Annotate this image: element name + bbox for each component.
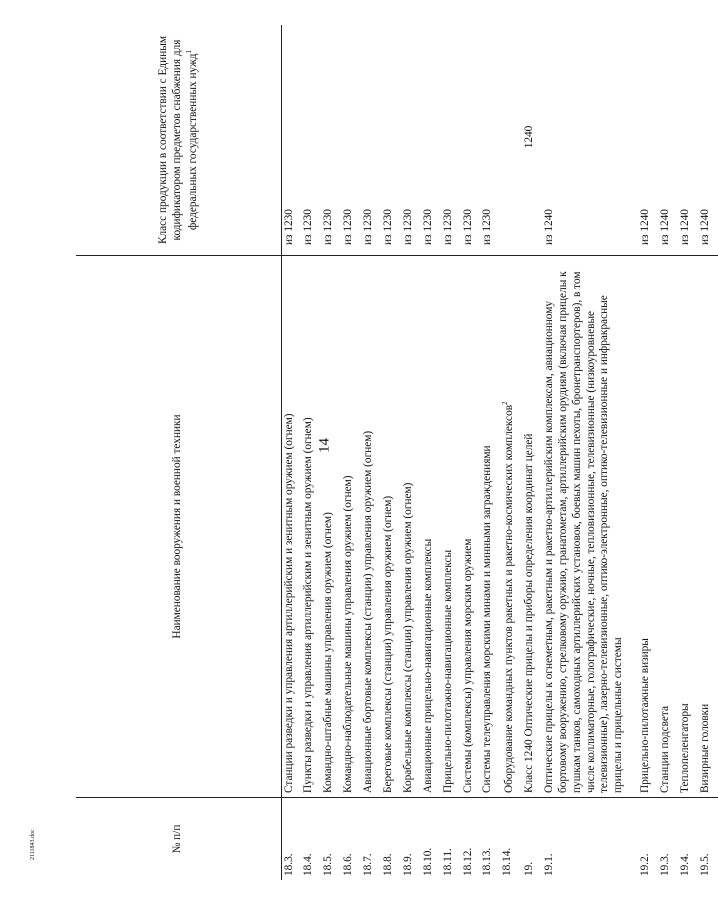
row-number: 18.5.: [321, 798, 341, 881]
rotated-table-area: [76, 25, 711, 880]
table-row: [461, 25, 481, 880]
row-class: из 1230: [461, 209, 474, 245]
row-name-text: Авиационные прицельно-навигационные комплексы: [421, 538, 434, 793]
row-name: [522, 256, 542, 798]
table-row: [441, 25, 461, 880]
table-row: [631, 25, 658, 880]
row-name-text: Системы телеуправления морскими минами и минными заграждениями: [481, 445, 494, 793]
row-name: [698, 256, 718, 798]
row-name-text: Оборудование командных пунктов ракетных и ракетно-космических комплексов: [503, 404, 516, 793]
row-name-text: Системы (комплексы) управления морским оружием: [461, 538, 474, 793]
row-name-text: Станции подсвета: [659, 706, 672, 793]
row-name-text: Командно-штабные машины управления оружием (огнем): [322, 512, 335, 793]
table-row: [678, 25, 698, 880]
row-name: [381, 256, 401, 798]
row-class: из 1230: [381, 209, 394, 245]
row-class: из 1230: [421, 209, 434, 245]
row-class: из 1230: [322, 209, 335, 245]
row-name-text: Прицельно-пилотажно-навигационные комплексы: [441, 549, 454, 793]
row-class: из 1230: [302, 209, 315, 245]
header-number: № п/п: [76, 798, 281, 881]
footer-file-name: 2111843.doc: [30, 829, 36, 860]
row-number: 18.6.: [341, 798, 361, 881]
table-row: [341, 25, 361, 880]
row-class: из 1230: [441, 209, 454, 245]
row-number: 18.13.: [480, 798, 500, 881]
row-number: 18.11.: [441, 798, 461, 881]
row-number: 18.7.: [361, 798, 381, 881]
row-number: 19.1.: [542, 798, 631, 881]
row-class: из 1240: [542, 209, 555, 245]
row-name-text: Командно-наблюдательные машины управления оружием (огнем): [342, 475, 355, 793]
table-row: [542, 25, 631, 880]
row-class: из 1240: [698, 209, 711, 245]
row-number: 19.3.: [658, 798, 678, 881]
row-name-text: Теплопеленгаторы: [678, 703, 691, 793]
row-name: [421, 256, 441, 798]
row-name: [321, 256, 341, 798]
row-name: [361, 256, 381, 798]
row-name: [658, 256, 678, 798]
row-name-text: Пункты разведки и управления артиллерийским и зенитным оружием (огнем): [302, 417, 315, 793]
row-class: из 1230: [342, 209, 355, 245]
table-header-row: [76, 25, 281, 880]
row-name: [281, 256, 301, 798]
table-row: [421, 25, 441, 880]
row-number: 19.4.: [678, 798, 698, 881]
row-number: 18.14.: [500, 798, 522, 881]
table-row: [361, 25, 381, 880]
row-class: из 1230: [401, 209, 414, 245]
row-number: 18.9.: [401, 798, 421, 881]
row-name-text: Оптические прицелы к огнеметным, ракетным и ракетно-артиллерийским комплексам, авиационному бортовому вооружению, стрелковому оружию, гранатометам, артиллерийским орудиям (включая прицелы к пушкам танков, самоходных артиллерийских установок, боевых машин пехоты, бронетранспортеров), в том числе коллиматорные, голографические, ночные, тепловизионные, телевизионные (низкоуровневые телевизионные), лазерно-телевизионные, оптико-электронные, оптико-телевизионные и инфракрасные прицелы и прицельные системы: [542, 271, 625, 793]
row-class: из 1230: [481, 209, 494, 245]
row-name: [301, 256, 321, 798]
table-row: [658, 25, 678, 880]
row-name-footnote: 2: [501, 401, 510, 405]
row-name: [341, 256, 361, 798]
row-name: [441, 256, 461, 798]
header-class: [76, 25, 281, 256]
table-body: [281, 25, 718, 880]
table-row: [321, 25, 341, 880]
row-number: 18.12.: [461, 798, 481, 881]
header-class-footnote: 1: [185, 49, 194, 54]
row-class: 1240: [522, 125, 535, 149]
header-name: Наименование вооружения и военной техники: [76, 256, 281, 798]
row-name-text: Корабельные комплексы (станции) управления оружием (огнем): [401, 482, 414, 793]
row-class: [500, 25, 522, 256]
table-row: [698, 25, 718, 880]
row-name-text: Авиационные бортовые комплексы (станции) управления оружием (огнем): [362, 430, 375, 793]
table-row: [301, 25, 321, 880]
row-class: из 1240: [639, 209, 652, 245]
row-number: 18.8.: [381, 798, 401, 881]
row-name: [631, 256, 658, 798]
row-name: [678, 256, 698, 798]
row-name: [461, 256, 481, 798]
row-name: [500, 256, 522, 798]
row-number: 18.3.: [281, 798, 301, 881]
table-row: [480, 25, 500, 880]
header-class-text: Класс продукции в соответствии с Единым кодификатором предметов снабжения для федеральных государственных нужд: [156, 35, 200, 245]
table-row: [522, 25, 542, 880]
row-name: [542, 256, 631, 798]
table-row: [381, 25, 401, 880]
row-name-text: Прицельно-пилотажные визиры: [639, 638, 652, 793]
row-number: 19.5.: [698, 798, 718, 881]
table-row: [500, 25, 522, 880]
row-name: [401, 256, 421, 798]
row-name-text: Станции разведки и управления артиллерийским и зенитным оружием (огнем): [282, 413, 295, 793]
row-number: 18.4.: [301, 798, 321, 881]
row-name: [480, 256, 500, 798]
table-row: [401, 25, 421, 880]
row-class: из 1240: [678, 209, 691, 245]
row-class: из 1240: [659, 209, 672, 245]
row-name-text: Береговые комплексы (станции) управления оружием (огнем): [381, 495, 394, 793]
page-number: 14: [316, 438, 333, 453]
table-row: [281, 25, 301, 880]
row-name-text: Визирные головки: [698, 703, 711, 793]
row-class: из 1230: [362, 209, 375, 245]
row-number: 19.: [522, 798, 542, 881]
row-number: 19.2.: [631, 798, 658, 881]
row-class: из 1230: [282, 209, 295, 245]
row-name-text: Класс 1240 Оптические прицелы и приборы определения координат целей: [522, 433, 535, 793]
weapons-table: [76, 25, 718, 880]
row-number: 18.10.: [421, 798, 441, 881]
